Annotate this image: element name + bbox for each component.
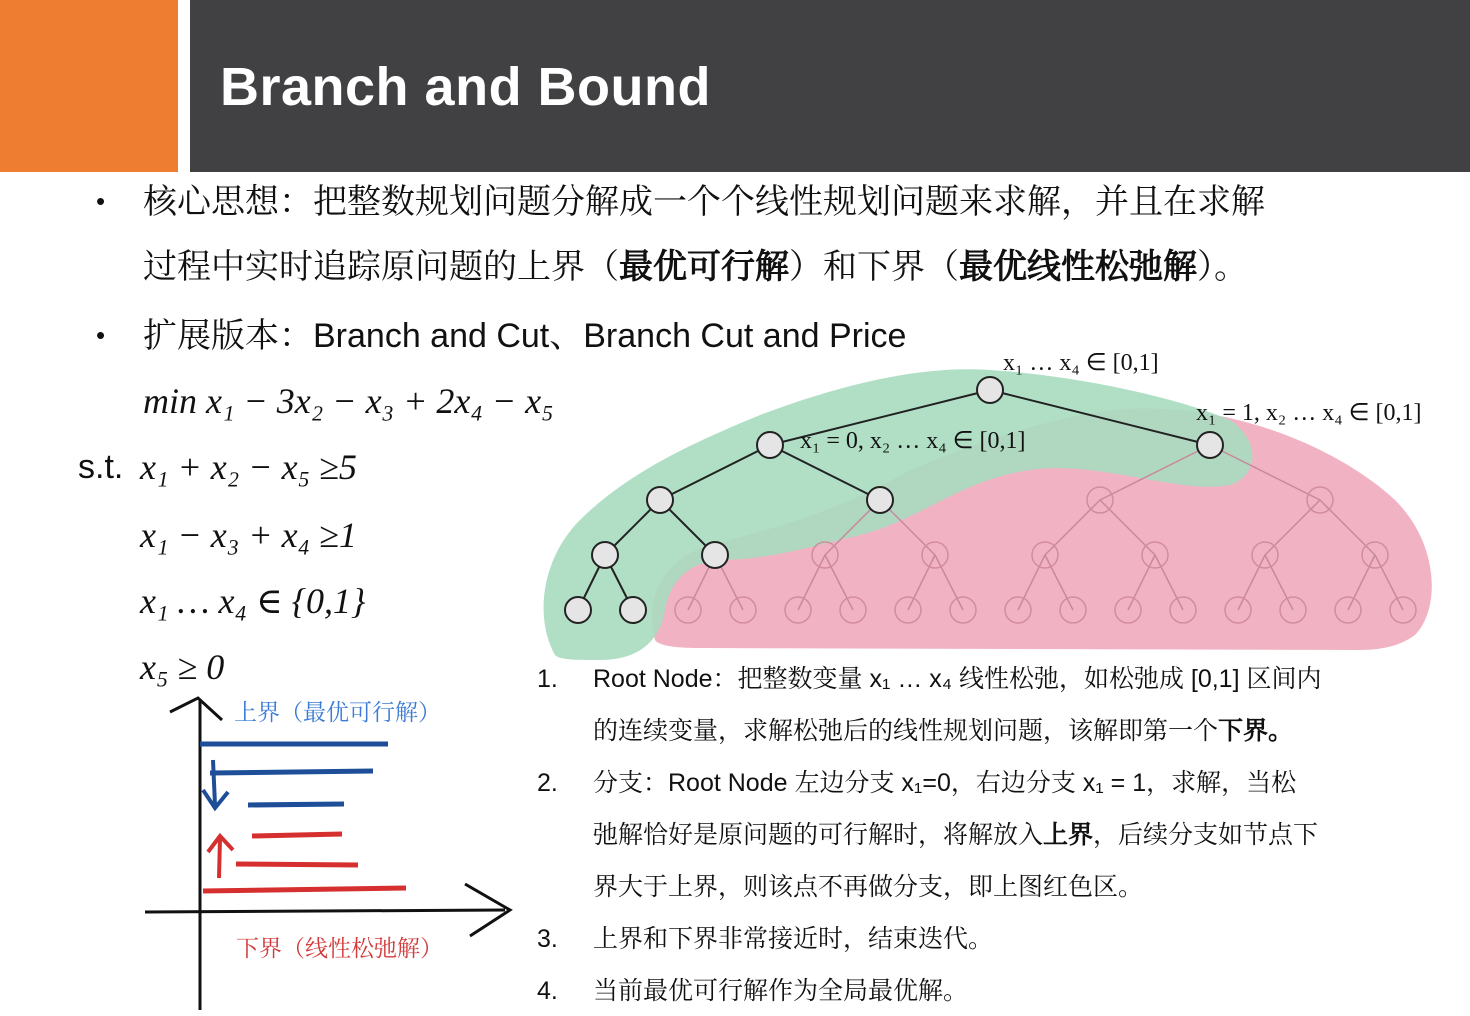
constraint-2: x₁ − x₃ + x₄ ≥1	[140, 515, 357, 555]
bullet-dot: •	[96, 186, 106, 216]
right-node	[1197, 432, 1223, 458]
constraint-1: x₁ + x₂ − x₅ ≥5	[140, 447, 357, 487]
lower-bound-line	[252, 834, 342, 836]
constraint-4: x₅ ≥ 0	[140, 647, 225, 687]
step-1: 1. Root Node：把整数变量 x₁ … x₄ 线性松弛，如松弛成 [0,1] 区间内 的连续变量，求解松弛后的线性规划问题，该解即第一个下界。	[537, 665, 1322, 745]
lower-bound-label: 下界（线性松弛解）	[236, 935, 443, 961]
upper-bound-label: 上界（最优可行解）	[234, 699, 441, 725]
left-node	[757, 432, 783, 458]
st-label: s.t.	[78, 448, 124, 486]
up-arrow	[208, 836, 233, 878]
bullet-dot: •	[96, 320, 106, 350]
upper-bound-line	[210, 771, 373, 773]
right-branch-label: x₁ = 1, x₂ … x₄ ∈ [0,1]	[1196, 400, 1422, 426]
root-label: x₁ … x₄ ∈ [0,1]	[1003, 350, 1159, 376]
step-3: 3. 上界和下界非常接近时，结束迭代。	[537, 925, 994, 953]
bullet-1-line-2: 过程中实时追踪原问题的上界（最优可行解）和下界（最优线性松弛解）。	[143, 248, 1248, 286]
bullet-1-line-1: 核心思想：把整数规划问题分解成一个个线性规划问题来求解，并且在求解	[143, 183, 1265, 221]
page-title: Branch and Bound	[220, 57, 711, 117]
bullet-2: 扩展版本：Branch and Cut、Branch Cut and Price	[143, 317, 907, 355]
objective: min x₁ − 3x₂ − x₃ + 2x₄ − x₅	[143, 381, 554, 421]
bounds-sketch	[145, 698, 510, 1010]
down-arrow	[203, 760, 228, 808]
step-2: 2. 分支：Root Node 左边分支 x₁=0，右边分支 x₁ = 1，求解，当松 弛解恰好是原问题的可行解时，将解放入上界，后续分支如节点下 界大于上界，则该点不再做分支，即上图红色区。	[537, 769, 1319, 901]
x-axis	[145, 910, 505, 912]
root-node	[977, 377, 1003, 403]
constraint-3: x₁ … x₄ ∈ {0,1}	[140, 581, 366, 621]
lower-bound-line	[236, 864, 358, 865]
left-branch-label: x₁ = 0, x₂ … x₄ ∈ [0,1]	[800, 428, 1026, 454]
step-4: 4. 当前最优可行解作为全局最优解。	[537, 977, 969, 1005]
lower-bound-line	[203, 888, 406, 891]
upper-bound-line	[248, 804, 344, 805]
y-axis-arrow	[170, 698, 222, 720]
